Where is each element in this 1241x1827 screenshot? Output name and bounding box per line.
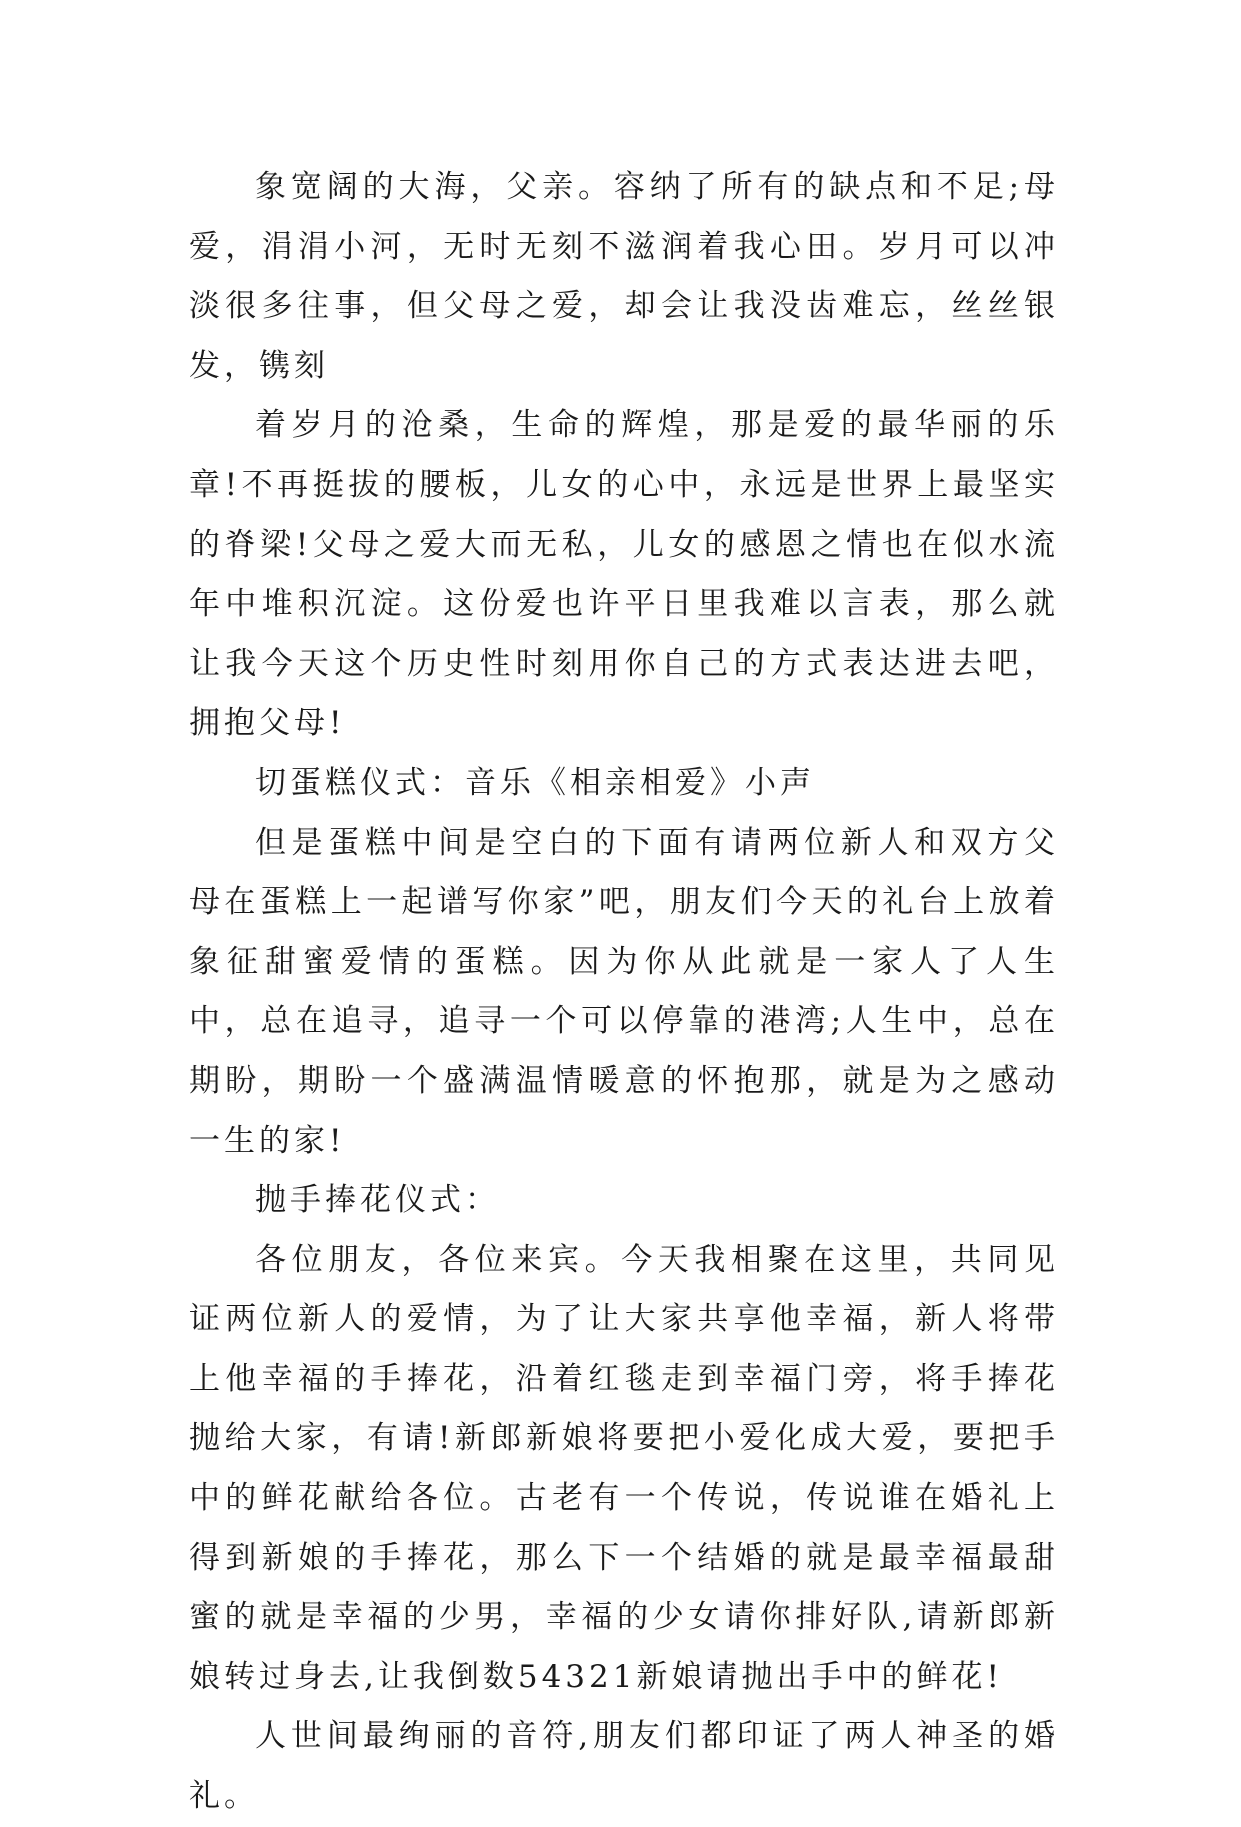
document-body xyxy=(189,158,1059,1827)
paragraph-1: 象宽阔的大海，父亲。容纳了所有的缺点和不足;母爱，涓涓小河，无时无刻不滋润着我心田。岁月可以冲淡很多往事，但父母之爱，却会让我没齿难忘，丝丝银发，镌刻 xyxy=(189,169,1059,384)
paragraph-3: 但是蛋糕中间是空白的下面有请两位新人和双方父母在蛋糕上一起谱写你家”吧，朋友们今天的礼台上放着象征甜蜜爱情的蛋糕。因为你从此就是一家人了人生中，总在追寻，追寻一个可以停靠的港湾;人生中，总在期盼，期盼一个盛满温情暖意的怀抱那，就是为之感动一生的家! xyxy=(189,824,1059,1159)
paragraph-4: 各位朋友，各位来宾。今天我相聚在这里，共同见证两位新人的爱情，为了让大家共享他幸福，新人将带上他幸福的手捧花，沿着红毯走到幸福门旁，将手捧花抛给大家，有请!新郎新娘将要把小爱化成大爱，要把手中的鲜花献给各位。古老有一个传说，传说谁在婚礼上得到新娘的手捧花，那么下一个结婚的就是最幸福最甜蜜的就是幸福的少男，幸福的少女请你排好队,请新郎新娘转过身去,让我倒数54321新娘请抛出手中的鲜花! xyxy=(189,1241,1059,1695)
section-heading-cake-ceremony: 切蛋糕仪式：音乐《相亲相爱》小声 xyxy=(255,764,815,801)
paragraph-5: 人世间最绚丽的音符,朋友们都印证了两人神圣的婚礼。 xyxy=(189,1718,1059,1815)
section-heading-bouquet-toss: 抛手捧花仪式： xyxy=(255,1182,500,1219)
paragraph-2: 着岁月的沧桑，生命的辉煌，那是爱的最华丽的乐章!不再挺拔的腰板，儿女的心中，永远是世界上最坚实的脊梁!父母之爱大而无私，儿女的感恩之情也在似水流年中堆积沉淀。这份爱也许平日里我难以言表，那么就让我今天这个历史性时刻用你自己的方式表达进去吧，拥抱父母! xyxy=(189,407,1059,742)
